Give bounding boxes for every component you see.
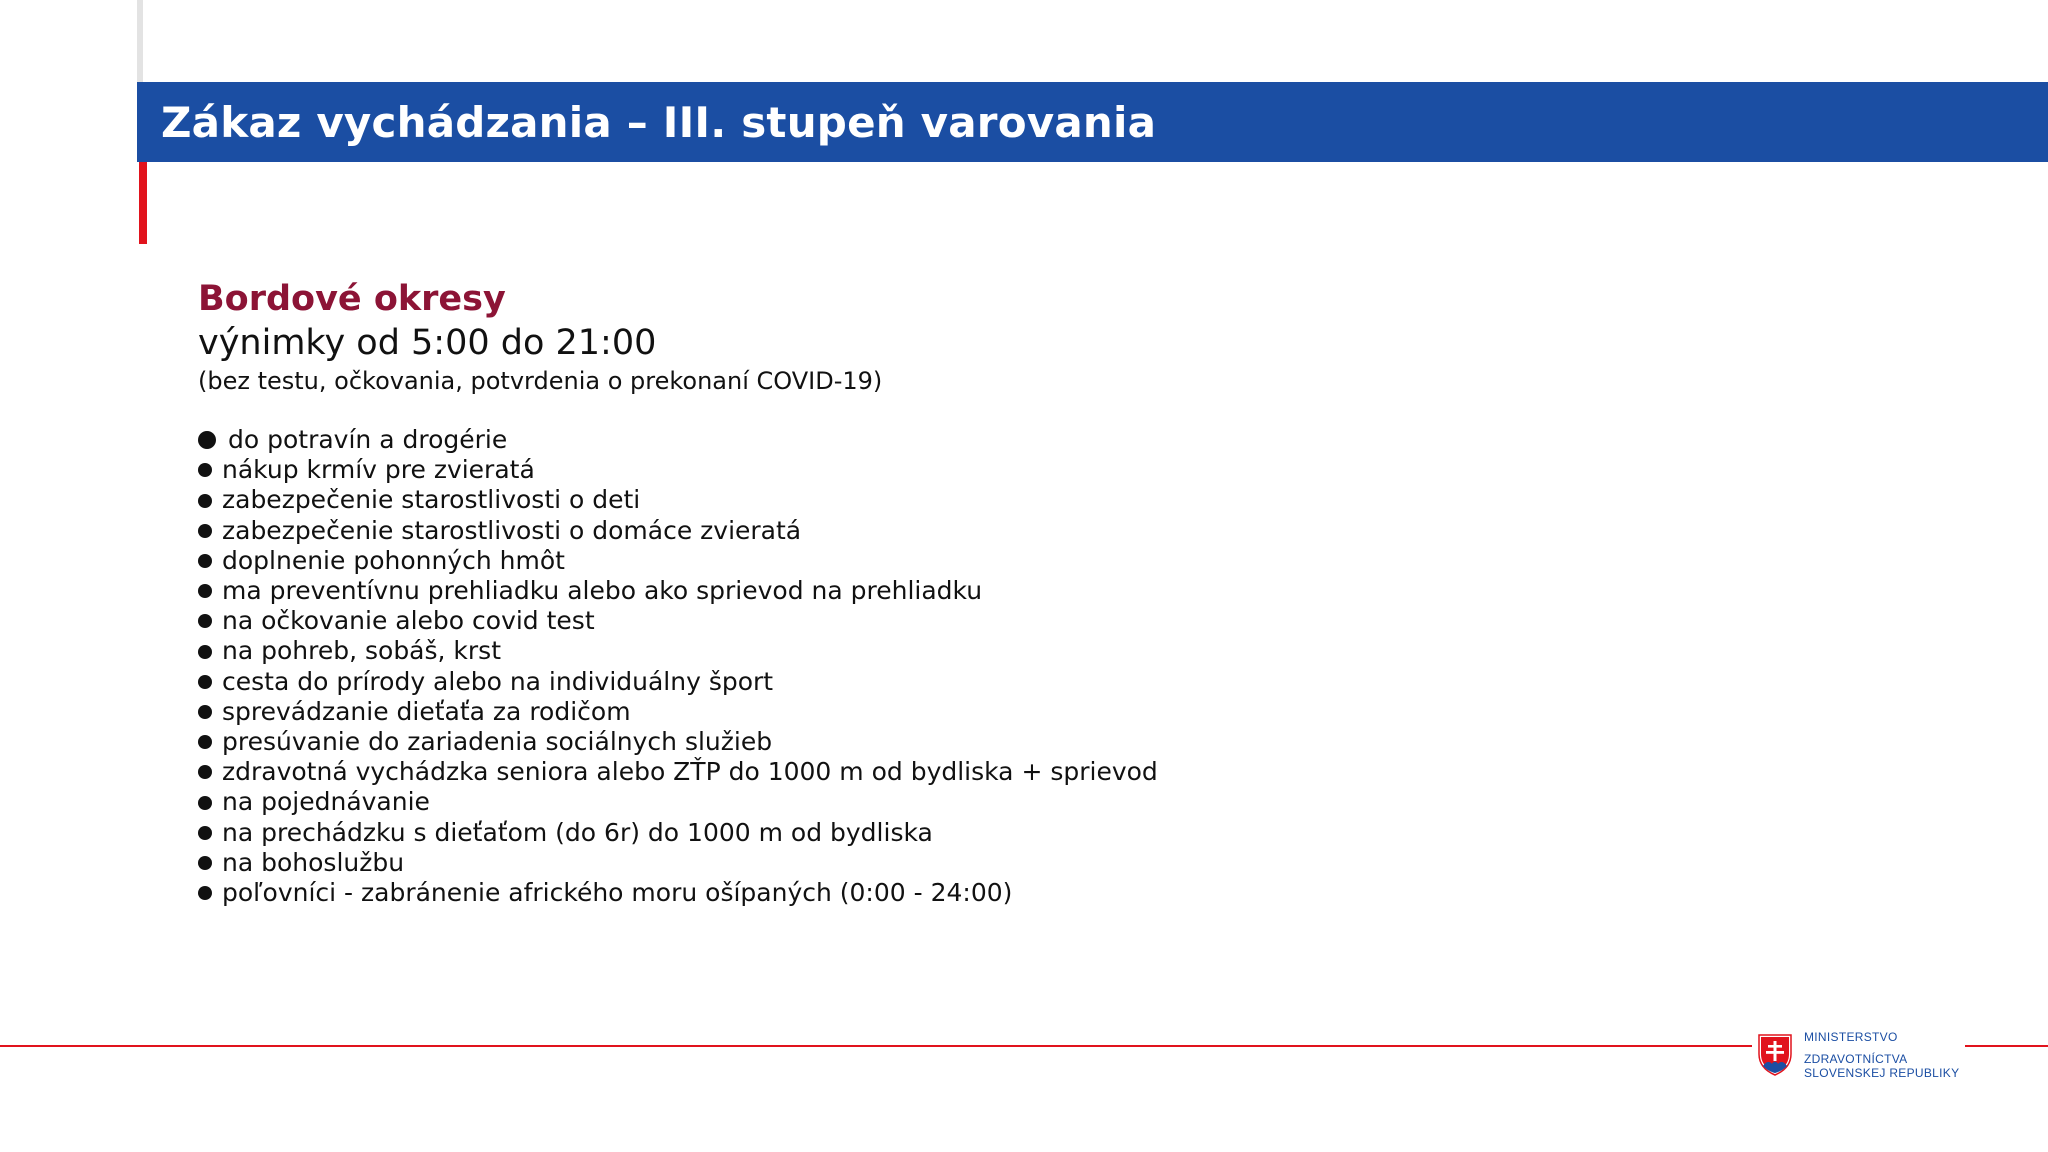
bullet-icon xyxy=(198,524,212,538)
bullet-icon xyxy=(198,584,212,598)
list-item xyxy=(198,757,1698,787)
bullet-icon xyxy=(198,826,212,840)
list-item-text: cesta do prírody alebo na individuálny šport xyxy=(222,666,774,696)
bullet-icon xyxy=(198,463,212,477)
bullet-icon xyxy=(198,856,212,870)
logo-line-3: SLOVENSKEJ REPUBLIKY xyxy=(1804,1066,1960,1080)
logo-line-2: ZDRAVOTNÍCTVA xyxy=(1804,1052,1908,1066)
list-item xyxy=(198,576,1698,606)
list-item-text: do potravín a drogérie xyxy=(228,425,508,454)
list-item xyxy=(198,697,1698,727)
bullet-icon xyxy=(198,431,216,449)
gray-accent-bar xyxy=(137,0,143,82)
list-item-text: sprevádzanie dieťaťa za rodičom xyxy=(222,696,631,726)
list-item xyxy=(198,546,1698,576)
bullet-icon xyxy=(198,494,212,508)
bullet-icon xyxy=(198,765,212,779)
list-item xyxy=(198,606,1698,636)
bullet-icon xyxy=(198,886,212,900)
list-item-text: nákup krmív pre zvieratá xyxy=(222,455,535,485)
list-item xyxy=(198,516,1698,546)
bullet-icon xyxy=(198,735,212,749)
list-item-text: na očkovanie alebo covid test xyxy=(222,606,595,636)
list-item xyxy=(198,848,1698,878)
list-item xyxy=(198,425,1698,455)
red-accent-bar xyxy=(139,162,147,244)
title-bar xyxy=(137,82,2048,162)
list-item xyxy=(198,787,1698,817)
list-item-text: ma preventívnu prehliadku alebo ako sprievod na prehliadku xyxy=(222,576,983,606)
ministry-logo xyxy=(1752,1028,1965,1088)
list-item-text: na pojednávanie xyxy=(222,787,430,817)
list-item-text: doplnenie pohonných hmôt xyxy=(222,545,565,575)
section-note: (bez testu, očkovania, potvrdenia o prekonaní COVID-19) xyxy=(198,367,883,395)
list-item-text: na pohreb, sobáš, krst xyxy=(222,636,502,666)
bullet-icon xyxy=(198,554,212,568)
list-item-text: na bohoslužbu xyxy=(222,847,405,877)
slide-content xyxy=(198,274,1698,908)
list-item xyxy=(198,878,1698,908)
list-item xyxy=(198,667,1698,697)
slide-title: Zákaz vychádzania – III. stupeň varovania xyxy=(161,97,1157,147)
bullet-icon xyxy=(198,675,212,689)
bullet-icon xyxy=(198,705,212,719)
list-item-text: zabezpečenie starostlivosti o domáce zvieratá xyxy=(222,515,802,545)
bullet-icon xyxy=(198,796,212,810)
list-item xyxy=(198,455,1698,485)
bullet-icon xyxy=(198,645,212,659)
list-item-text: presúvanie do zariadenia sociálnych služieb xyxy=(222,727,773,757)
bullet-icon xyxy=(198,614,212,628)
logo-line-1: MINISTERSTVO xyxy=(1804,1030,1898,1044)
section-subheading: výnimky od 5:00 do 21:00 xyxy=(198,323,657,363)
list-item xyxy=(198,727,1698,757)
slovak-coat-of-arms-icon xyxy=(1758,1034,1792,1076)
logo-text xyxy=(1804,1028,1959,1080)
list-item-text: poľovníci - zabránenie afrického moru ošípaných (0:00 - 24:00) xyxy=(222,878,1013,908)
list-item xyxy=(198,636,1698,666)
list-item-text: zdravotná vychádzka seniora alebo ZŤP do 1000 m od bydliska + sprievod xyxy=(222,757,1158,787)
list-item xyxy=(198,818,1698,848)
list-item-text: na prechádzku s dieťaťom (do 6r) do 1000 m od bydliska xyxy=(222,817,933,847)
section-heading: Bordové okresy xyxy=(198,279,506,319)
list-item-text: zabezpečenie starostlivosti o deti xyxy=(222,485,641,515)
exceptions-list xyxy=(198,425,1698,908)
list-item xyxy=(198,485,1698,515)
footer-divider xyxy=(0,1045,2048,1047)
